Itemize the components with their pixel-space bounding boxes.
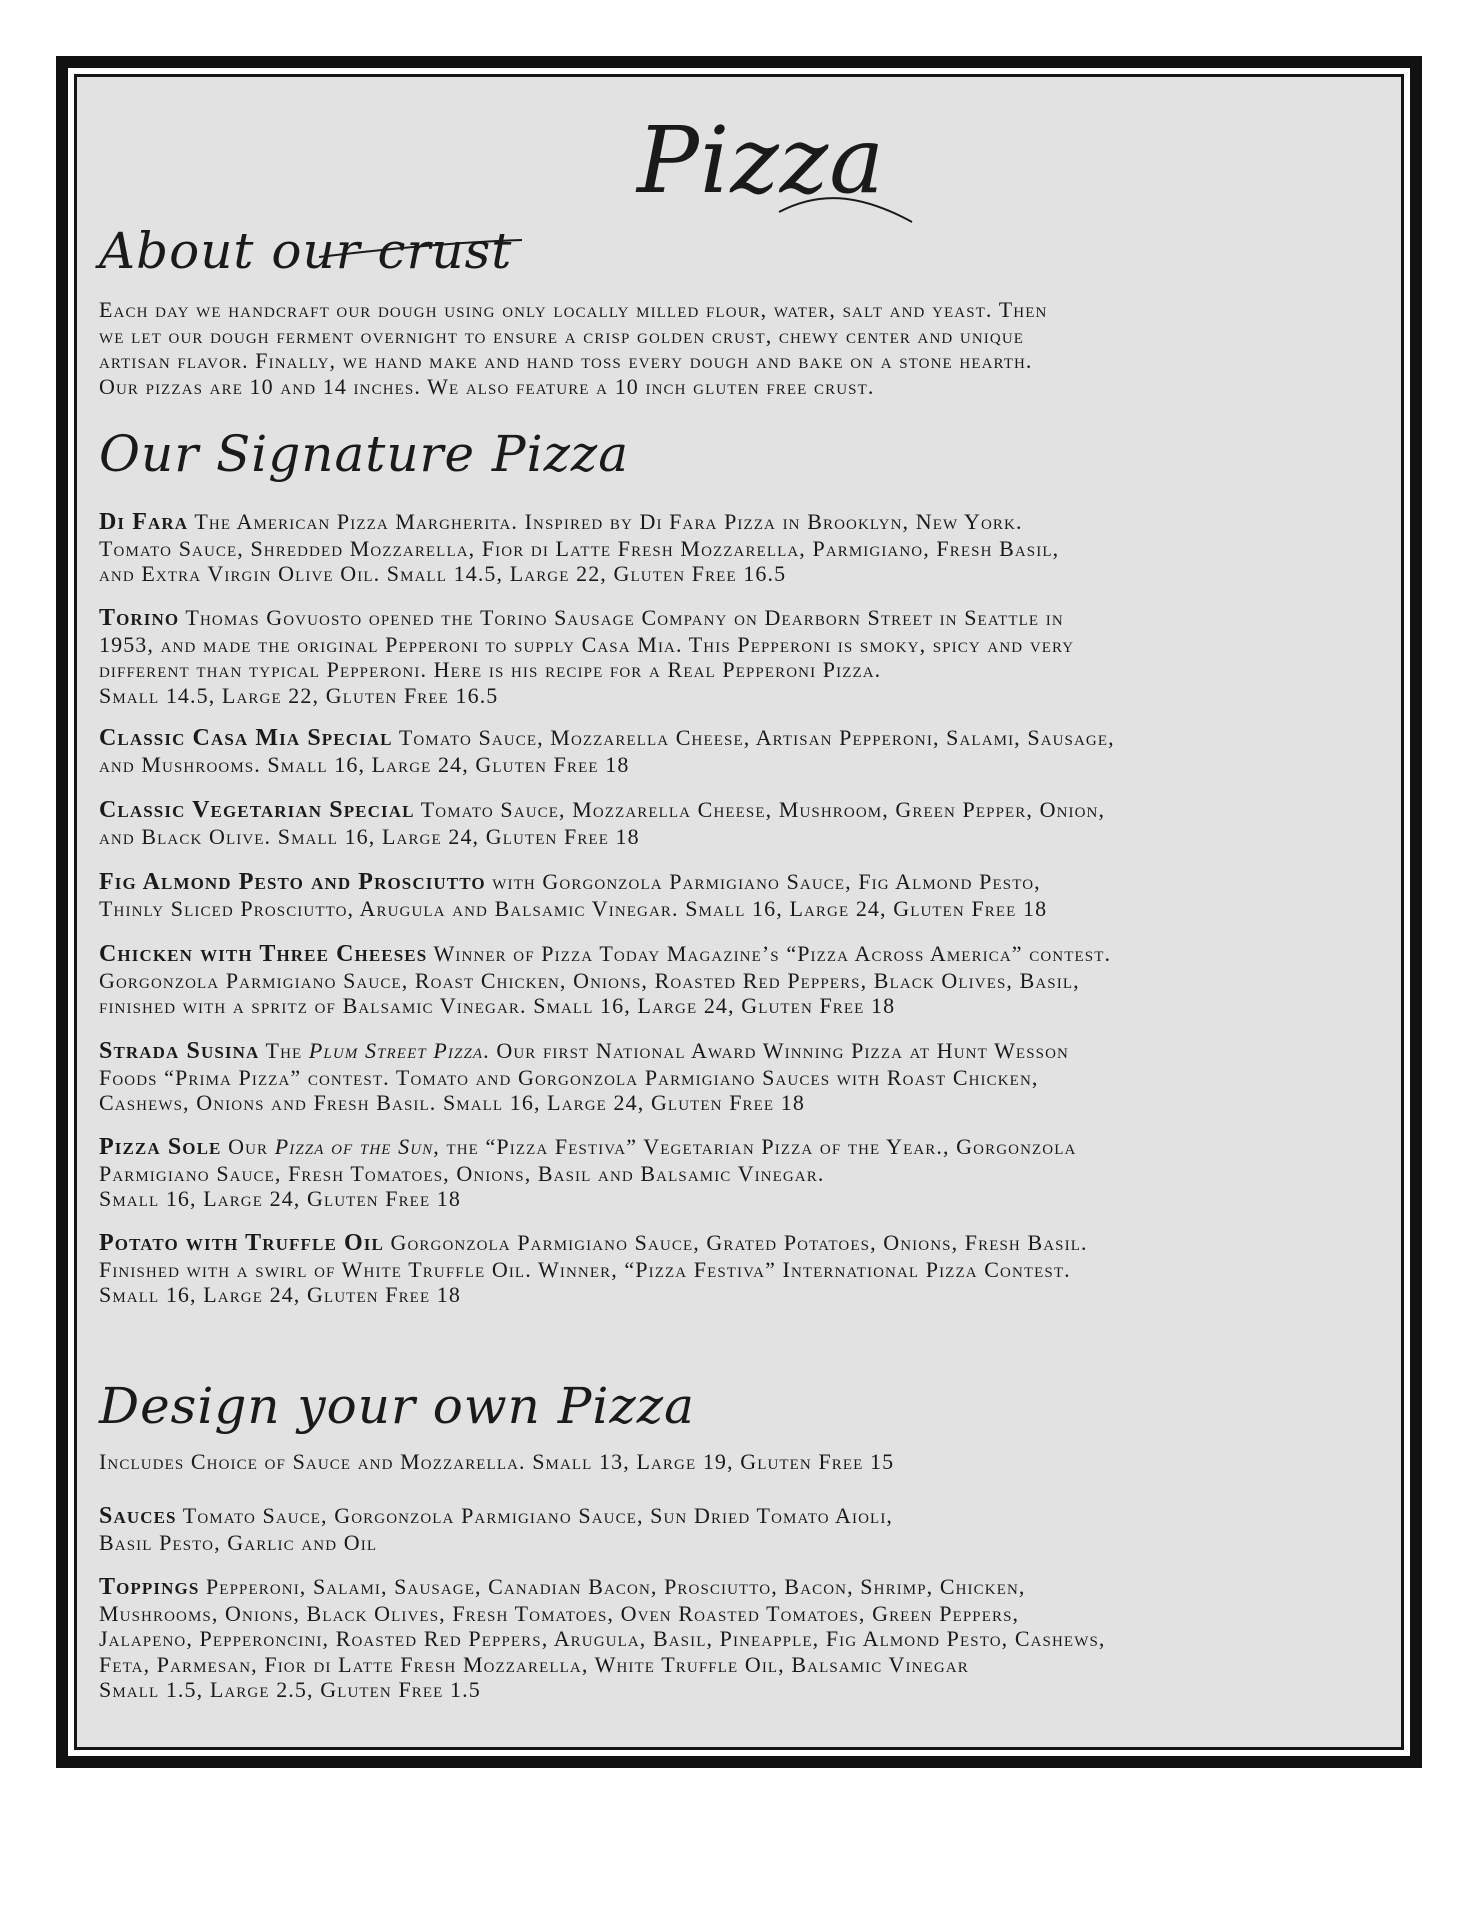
item-name: Classic Casa Mia Special <box>99 725 393 751</box>
item-description: Our <box>221 1134 275 1159</box>
menu-item-pizza-sole <box>99 1134 1399 1212</box>
toppings-price: Small 1.5, Large 2.5, Gluten Free 1.5 <box>99 1677 481 1702</box>
item-description: . Our first National Award Winning Pizza at Hunt Wesson <box>483 1038 1069 1063</box>
item-name: Strada Susina <box>99 1038 260 1064</box>
toppings-label: Toppings <box>99 1574 200 1600</box>
item-price: finished with a spritz of Balsamic Vinegar. Small 16, Large 24, Gluten Free 18 <box>99 993 896 1018</box>
crust-line: Each day we handcraft our dough using only locally milled flour, water, salt and yeast. Then <box>99 297 1048 322</box>
crust-line: Our pizzas are 10 and 14 inches. We also feature a 10 inch gluten free crust. <box>99 373 875 399</box>
item-nickname: Pizza of the Sun <box>274 1134 434 1159</box>
item-name: Pizza Sole <box>99 1134 222 1160</box>
item-nickname: Plum Street Pizza <box>308 1038 484 1063</box>
sauces-options: Tomato Sauce, Gorgonzola Parmigiano Sauce, Sun Dried Tomato Aioli, <box>176 1503 894 1528</box>
menu-border <box>56 56 1422 1768</box>
menu-item-chicken-three-cheeses <box>99 941 1399 1019</box>
item-description: different than typical Pepperoni. Here is his recipe for a Real Pepperoni Pizza. <box>99 657 882 682</box>
item-description: Winner of Pizza Today Magazine’s “Pizza Across America” contest. <box>427 941 1112 966</box>
item-price: and Extra Virgin Olive Oil. Small 14.5, Large 22, Gluten Free 16.5 <box>99 561 787 586</box>
item-name: Classic Vegetarian Special <box>99 797 415 823</box>
item-name: Potato with Truffle Oil <box>99 1230 384 1256</box>
signature-heading: Our Signature Pizza <box>99 425 630 483</box>
menu-item-classic-casa-mia <box>99 725 1399 777</box>
item-description: Tomato Sauce, Shredded Mozzarella, Fior di Latte Fresh Mozzarella, Parmigiano, Fresh Basil, <box>99 535 1060 561</box>
item-price: Small 14.5, Large 22, Gluten Free 16.5 <box>99 682 499 708</box>
crust-description <box>99 297 1399 399</box>
title-flourish <box>777 182 917 232</box>
toppings-options: Pepperoni, Salami, Sausage, Canadian Bacon, Prosciutto, Bacon, Shrimp, Chicken, <box>199 1574 1026 1599</box>
item-name: Torino <box>99 605 180 631</box>
design-intro-text: Includes Choice of Sauce and Mozzarella. Small 13, Large 19, Gluten Free 15 <box>99 1449 895 1474</box>
toppings-options: Mushrooms, Onions, Black Olives, Fresh Tomatoes, Oven Roasted Tomatoes, Green Peppers, <box>99 1600 1020 1626</box>
item-description: Foods “Prima Pizza” contest. Tomato and Gorgonzola Parmigiano Sauces with Roast Chicken, <box>99 1064 1039 1090</box>
menu-item-di-fara <box>99 509 1399 587</box>
item-description: Parmigiano Sauce, Fresh Tomatoes, Onions, Basil and Balsamic Vinegar. <box>99 1160 825 1186</box>
toppings-options: Jalapeno, Pepperoncini, Roasted Red Peppers, Arugula, Basil, Pineapple, Fig Almond Pesto, Cashews, <box>99 1626 1106 1651</box>
border-gap <box>68 68 1410 1756</box>
item-description: with Gorgonzola Parmigiano Sauce, Fig Almond Pesto, <box>485 869 1041 894</box>
menu-panel <box>77 77 1401 1747</box>
crust-heading: About our crust <box>99 222 513 280</box>
inner-border <box>74 74 1404 1750</box>
item-description: Finished with a swirl of White Truffle Oil. Winner, “Pizza Festiva” International Pizza Contest. <box>99 1256 1071 1282</box>
design-intro <box>99 1449 1399 1475</box>
toppings-options: Feta, Parmesan, Fior di Latte Fresh Mozzarella, White Truffle Oil, Balsamic Vinegar <box>99 1651 969 1677</box>
item-description: Tomato Sauce, Mozzarella Cheese, Mushroom, Green Pepper, Onion, <box>414 797 1106 822</box>
crust-line: we let our dough ferment overnight to ensure a crisp golden crust, chewy center and unique <box>99 322 1025 348</box>
item-price: and Black Olive. Small 16, Large 24, Gluten Free 18 <box>99 823 640 849</box>
item-description: The <box>259 1038 309 1063</box>
menu-item-torino <box>99 605 1399 708</box>
item-price: Small 16, Large 24, Gluten Free 18 <box>99 1186 462 1211</box>
menu-item-strada-susina <box>99 1038 1399 1116</box>
item-description: Thomas Govuosto opened the Torino Sausage Company on Dearborn Street in Seattle in <box>179 605 1064 630</box>
crust-line: artisan flavor. Finally, we hand make and hand toss every dough and bake on a stone hearth. <box>99 348 1033 373</box>
menu-item-classic-vegetarian <box>99 797 1399 849</box>
item-price: and Mushrooms. Small 16, Large 24, Gluten Free 18 <box>99 751 630 777</box>
menu-item-fig-almond <box>99 869 1399 921</box>
item-description: 1953, and made the original Pepperoni to supply Casa Mia. This Pepperoni is smoky, spicy and very <box>99 631 1075 657</box>
item-price: Small 16, Large 24, Gluten Free 18 <box>99 1282 462 1307</box>
item-description: Tomato Sauce, Mozzarella Cheese, Artisan Pepperoni, Salami, Sausage, <box>392 725 1115 750</box>
menu-title: Pizza <box>637 107 886 214</box>
item-name: Chicken with Three Cheeses <box>99 941 428 967</box>
item-description: The American Pizza Margherita. Inspired by Di Fara Pizza in Brooklyn, New York. <box>188 509 1023 534</box>
item-name: Fig Almond Pesto and Prosciutto <box>99 869 486 895</box>
item-description: Gorgonzola Parmigiano Sauce, Roast Chicken, Onions, Roasted Red Peppers, Black Olives, Basil, <box>99 967 1080 993</box>
menu-item-potato-truffle <box>99 1230 1399 1308</box>
crust-heading-flourish <box>317 232 527 262</box>
item-price: Thinly Sliced Prosciutto, Arugula and Balsamic Vinegar. Small 16, Large 24, Gluten Free 18 <box>99 895 1048 921</box>
item-description: , the “Pizza Festiva” Vegetarian Pizza of the Year., Gorgonzola <box>433 1134 1077 1159</box>
sauces-list <box>99 1503 1399 1555</box>
item-price: Cashews, Onions and Fresh Basil. Small 16, Large 24, Gluten Free 18 <box>99 1090 805 1115</box>
item-description: Gorgonzola Parmigiano Sauce, Grated Potatoes, Onions, Fresh Basil. <box>383 1230 1088 1255</box>
sauces-options: Basil Pesto, Garlic and Oil <box>99 1529 378 1555</box>
sauces-label: Sauces <box>99 1503 177 1529</box>
item-name: Di Fara <box>99 509 189 535</box>
toppings-list <box>99 1574 1399 1703</box>
design-heading: Design your own Pizza <box>99 1377 695 1435</box>
